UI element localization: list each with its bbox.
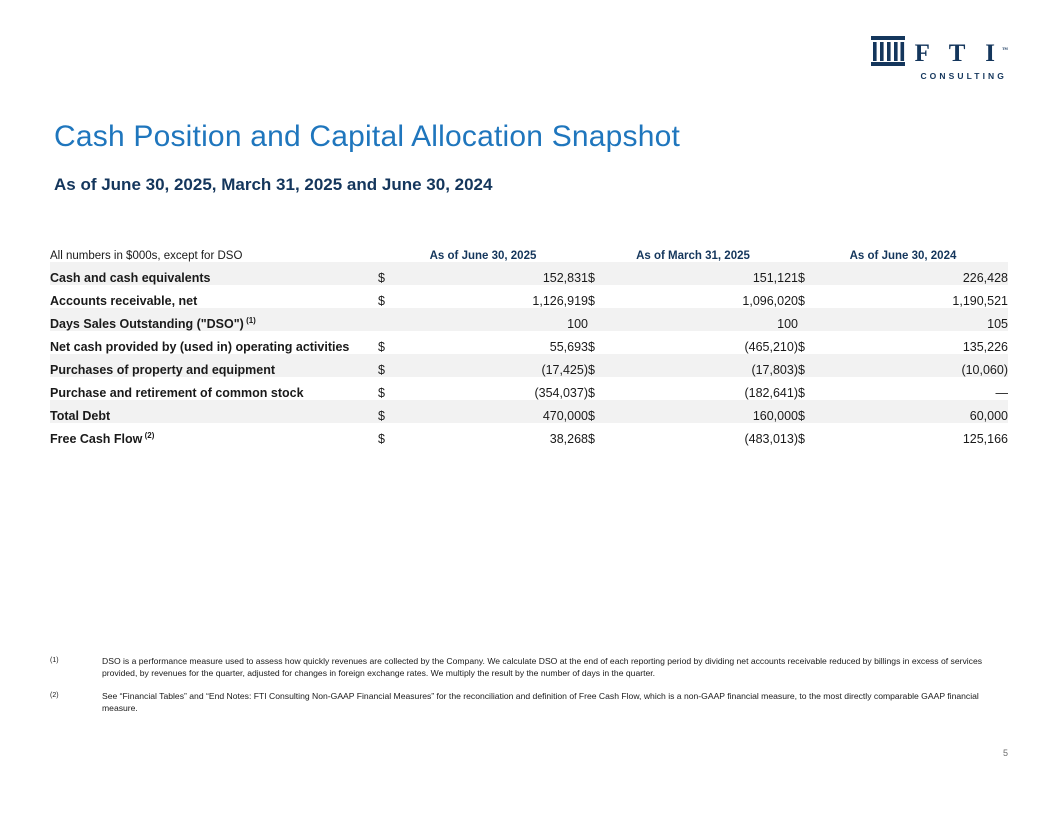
currency-symbol bbox=[588, 308, 610, 331]
cash-position-table bbox=[50, 240, 1008, 446]
page-title: Cash Position and Capital Allocation Snapshot bbox=[54, 120, 681, 154]
table-row bbox=[50, 331, 1008, 354]
footnote-2-text: See “Financial Tables” and “End Notes: FTI Consulting Non-GAAP Financial Measures” for the reconciliation and definition of Free Cash Flow, which is a non-GAAP financial measure, to the most directly comparable GAAP financial measure. bbox=[102, 690, 979, 714]
page-subtitle: As of June 30, 2025, March 31, 2025 and June 30, 2024 bbox=[54, 175, 493, 195]
currency-symbol: $ bbox=[378, 432, 385, 446]
row-footnote-marker: (1) bbox=[243, 315, 256, 325]
row-value: 55,693 bbox=[549, 340, 588, 354]
currency-symbol: $ bbox=[588, 386, 595, 400]
row-label: Free Cash Flow $^{(2)}$ bbox=[50, 430, 155, 446]
row-value: 1,190,521 bbox=[952, 294, 1008, 308]
logo-subtitle: CONSULTING bbox=[920, 71, 1007, 81]
currency-symbol: $ bbox=[588, 271, 595, 285]
row-value: 152,831 bbox=[542, 271, 588, 285]
footnote-2-marker: (2) bbox=[50, 691, 59, 699]
currency-symbol: $ bbox=[798, 340, 805, 354]
table-row bbox=[50, 377, 1008, 400]
row-label: Cash and cash equivalents bbox=[50, 271, 211, 285]
currency-symbol: $ bbox=[378, 294, 385, 308]
logo-mark bbox=[871, 36, 1008, 66]
fti-building-icon bbox=[871, 36, 905, 66]
row-value: (354,037) bbox=[534, 386, 588, 400]
currency-symbol: $ bbox=[378, 409, 385, 423]
row-label: Purchases of property and equipment bbox=[50, 363, 276, 377]
page-number: 5 bbox=[1002, 748, 1008, 758]
currency-symbol: $ bbox=[588, 294, 595, 308]
row-label: Net cash provided by (used in) operating activities bbox=[50, 340, 350, 354]
column-header-2: As of June 30, 2024 bbox=[849, 250, 957, 262]
row-value: 1,126,919 bbox=[532, 294, 588, 308]
row-value: (17,425) bbox=[541, 363, 588, 377]
footnote-1-text: DSO is a performance measure used to assess how quickly revenues are collected by the Company. We calculate DSO at the end of each reporting period by dividing net accounts receivable reduced by billings in excess of services provided, by revenues for the quarter, adjusted for changes in foreign exchange rates. We multiply the result by the number of days in the quarter. bbox=[102, 656, 983, 679]
currency-symbol: $ bbox=[798, 363, 805, 377]
column-header-0: As of June 30, 2025 bbox=[429, 250, 537, 262]
logo-letters: F T I™ bbox=[914, 40, 1008, 67]
row-value: 470,000 bbox=[542, 409, 588, 423]
currency-symbol bbox=[378, 308, 400, 331]
currency-symbol: $ bbox=[588, 340, 595, 354]
row-value: 226,428 bbox=[962, 271, 1008, 285]
currency-symbol: $ bbox=[798, 271, 805, 285]
table-row bbox=[50, 308, 1008, 331]
row-value: 1,096,020 bbox=[742, 294, 798, 308]
row-value: 151,121 bbox=[752, 271, 798, 285]
row-label: Total Debt bbox=[50, 409, 111, 423]
row-value: (10,060) bbox=[961, 363, 1008, 377]
currency-symbol: $ bbox=[378, 363, 385, 377]
row-value: (465,210) bbox=[744, 340, 798, 354]
row-value: 60,000 bbox=[969, 409, 1008, 423]
currency-symbol: $ bbox=[378, 386, 385, 400]
units-note: All numbers in $000s, except for DSO bbox=[50, 250, 243, 262]
table-row bbox=[50, 423, 1008, 446]
row-value: 160,000 bbox=[752, 409, 798, 423]
row-value: 100 bbox=[567, 317, 588, 331]
table-row bbox=[50, 400, 1008, 423]
footnote-1 bbox=[50, 655, 1010, 680]
row-label: Accounts receivable, net bbox=[50, 294, 198, 308]
footnotes bbox=[50, 655, 1010, 725]
row-value: (17,803) bbox=[751, 363, 798, 377]
row-label: Purchase and retirement of common stock bbox=[50, 386, 304, 400]
footnote-1-marker: (1) bbox=[50, 657, 59, 664]
row-value: 100 bbox=[777, 317, 798, 331]
currency-symbol: $ bbox=[798, 294, 805, 308]
table-row bbox=[50, 354, 1008, 377]
row-value: 135,226 bbox=[962, 340, 1008, 354]
footnote-2 bbox=[50, 690, 1010, 715]
currency-symbol bbox=[798, 308, 820, 331]
currency-symbol: $ bbox=[798, 386, 805, 400]
financial-table-container bbox=[50, 240, 1008, 446]
row-value: 125,166 bbox=[962, 432, 1008, 446]
currency-symbol: $ bbox=[378, 340, 385, 354]
currency-symbol: $ bbox=[588, 409, 595, 423]
row-footnote-marker: (2) bbox=[142, 430, 155, 440]
table-row bbox=[50, 262, 1008, 285]
row-value: — bbox=[995, 386, 1008, 400]
row-value: (182,641) bbox=[744, 386, 798, 400]
company-logo bbox=[871, 36, 1008, 81]
currency-symbol: $ bbox=[378, 271, 385, 285]
row-value: 38,268 bbox=[549, 432, 588, 446]
trademark-symbol: ™ bbox=[1002, 47, 1008, 54]
table-header-row bbox=[50, 240, 1008, 262]
row-value: 105 bbox=[987, 317, 1008, 331]
currency-symbol: $ bbox=[588, 363, 595, 377]
column-header-1: As of March 31, 2025 bbox=[636, 250, 750, 262]
currency-symbol: $ bbox=[798, 432, 805, 446]
currency-symbol: $ bbox=[588, 432, 595, 446]
currency-symbol: $ bbox=[798, 409, 805, 423]
table-row bbox=[50, 285, 1008, 308]
row-value: (483,013) bbox=[744, 432, 798, 446]
row-label: Days Sales Outstanding ("DSO") $^{(1)}$ bbox=[50, 315, 256, 331]
